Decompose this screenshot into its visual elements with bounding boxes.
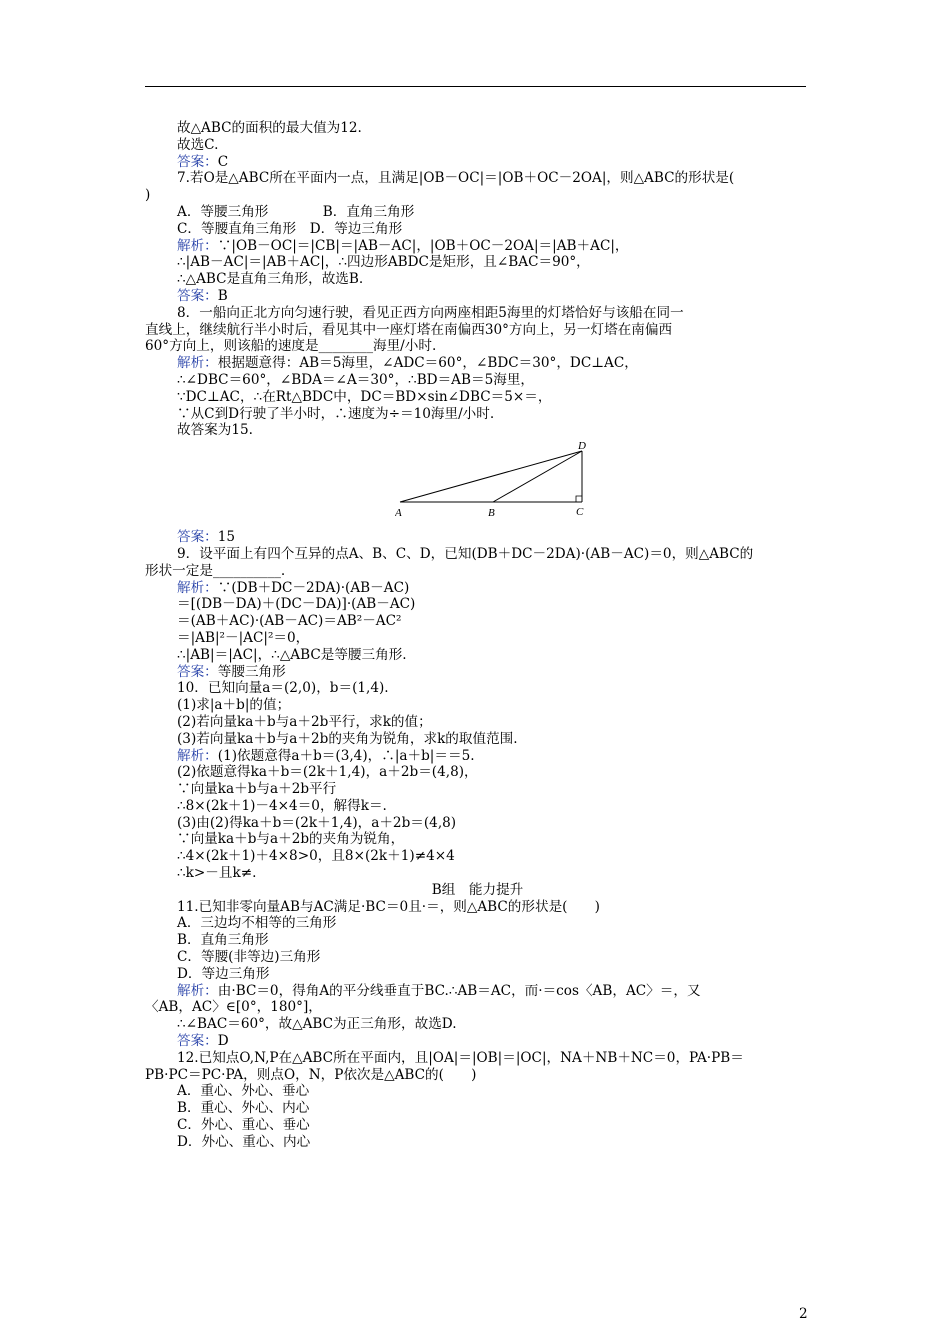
answer-label: 答案： [177, 153, 218, 170]
text-line: 形状一定是__________. [145, 562, 286, 579]
answer-label: 答案： [177, 529, 218, 546]
answer-label: 答案： [177, 1033, 218, 1050]
text-line: 9．设平面上有四个互异的点A、B、C、D，已知(DB＋DC－2DA)·(AB－AC)＝0，则△ABC的 [177, 545, 754, 562]
text-line [145, 1033, 810, 1050]
text-line: C．外心、重心、垂心 [177, 1117, 310, 1134]
text-line: 11.已知非零向量AB与AC满足·BC＝0且·＝，则△ABC的形状是( ) [177, 898, 600, 915]
text-line [145, 748, 810, 765]
text-line: ＝|AB|²－|AC|²＝0， [177, 629, 310, 646]
line-text: 根据题意得：AB＝5海里，∠ADC＝60°，∠BDC＝30°，DC⊥AC， [217, 355, 638, 372]
text-line: D．外心、重心、内心 [177, 1133, 311, 1150]
text-line: D．等边三角形 [177, 965, 270, 982]
answer-label: 答案： [177, 663, 218, 680]
line-ad [400, 451, 582, 502]
text-line: ∴|AB－AC|＝|AB＋AC|，∴四边形ABDC是矩形，且∠BAC＝90°， [177, 254, 590, 271]
text-line [145, 580, 810, 597]
text-line: (3)若向量ka＋b与a＋2b的夹角为锐角，求k的取值范围. [177, 730, 518, 747]
text-line: (1)求|a＋b|的值； [177, 697, 291, 714]
header-rule [145, 86, 806, 87]
text-line: ∵从C到D行驶了半小时，∴速度为÷＝10海里/小时. [177, 405, 495, 422]
text-line: ∵DC⊥AC，∴在Rt△BDC中，DC＝BD×sin∠DBC＝5×＝， [177, 388, 552, 405]
answer-label: 解析： [177, 747, 218, 764]
text-line: 10．已知向量a＝(2,0)，b＝(1,4). [177, 680, 389, 697]
line-text: B [217, 287, 228, 304]
triangle-diagram [395, 439, 595, 521]
text-line: ∴△ABC是直角三角形，故选B. [177, 271, 364, 288]
answer-label: 解析： [177, 355, 218, 372]
text-line: 60°方向上，则该船的速度是________海里/小时. [145, 338, 437, 355]
right-angle-mark [576, 496, 582, 502]
text-line: ∴|AB|＝|AC|，∴△ABC是等腰三角形. [177, 646, 407, 663]
text-line [145, 154, 810, 171]
text-line: 直线上，继续航行半小时后，看见其中一座灯塔在南偏西30°方向上，另一灯塔在南偏西 [145, 321, 673, 338]
text-line: A．等腰三角形 B．直角三角形 [177, 203, 415, 220]
line-text: 15 [217, 529, 236, 546]
line-text: C [217, 153, 229, 170]
text-line: ∵向量ka＋b与a＋2b平行 [177, 781, 337, 798]
text-line: ∴4×(2k＋1)＋4×8>0，且8×(2k＋1)≠4×4 [177, 848, 455, 865]
text-line: ∴8×(2k＋1)－4×4＝0，解得k＝. [177, 797, 387, 814]
label-b: B [488, 507, 495, 520]
text-line [145, 983, 810, 1000]
answer-label: 解析： [177, 579, 218, 596]
line-text: (1)依题意得a＋b＝(3,4)，∴|a＋b|＝＝5. [217, 747, 475, 764]
label-c: C [576, 506, 584, 519]
line-text: 等腰三角形 [217, 663, 286, 680]
text-line: (2)若向量ka＋b与a＋2b平行，求k的值； [177, 713, 432, 730]
text-line: B．重心、外心、内心 [177, 1100, 310, 1117]
text-line: B．直角三角形 [177, 932, 269, 949]
page-content [145, 120, 810, 1151]
text-line: 7.若O是△ABC所在平面内一点，且满足|OB－OC|＝|OB＋OC－2OA|，则△ABC的形状是( [177, 170, 735, 187]
text-line: 故选C. [177, 136, 219, 153]
line-text: ∵(DB＋DC－2DA)·(AB－AC) [217, 579, 410, 596]
text-line: C．等腰(非等边)三角形 [177, 949, 321, 966]
label-d: D [578, 440, 586, 453]
line-bd [493, 451, 582, 502]
line-text: ∵|OB－OC|＝|CB|＝|AB－AC|，|OB＋OC－2OA|＝|AB＋AC|， [217, 237, 629, 254]
line-text: D [217, 1033, 229, 1050]
text-line: (2)依题意得ka＋b＝(2k＋1,4)，a＋2b＝(4,8)， [177, 764, 478, 781]
text-line [145, 529, 810, 546]
text-block-a [145, 120, 810, 439]
text-line: 8．一船向正北方向匀速行驶，看见正西方向两座相距5海里的灯塔恰好与该船在同一 [177, 304, 684, 321]
text-line: 故答案为15. [177, 422, 253, 439]
page-number: 2 [799, 1306, 808, 1322]
label-a: A [395, 507, 402, 520]
text-line: 12.已知点O,N,P在△ABC所在平面内，且|OA|＝|OB|＝|OC|，NA＋NB＋NC＝0，PA·PB＝ [177, 1049, 744, 1066]
answer-label: 解析： [177, 237, 218, 254]
text-line [145, 664, 810, 681]
text-line: A．重心、外心、垂心 [177, 1083, 310, 1100]
text-line: ∴k>－且k≠. [177, 865, 257, 882]
text-line: ＝[(DB－DA)＋(DC－DA)]·(AB－AC) [177, 596, 416, 613]
text-line: PB·PC＝PC·PA，则点O，N，P依次是△ABC的( ) [145, 1066, 477, 1083]
text-line: (3)由(2)得ka＋b＝(2k＋1,4)，a＋2b＝(4,8) [177, 814, 457, 831]
text-block-b [145, 529, 810, 1150]
text-line: ) [145, 187, 151, 204]
line-text: 由·BC＝0，得角A的平分线垂直于BC.∴AB＝AC，而·＝cos〈AB，AC〉＝，又 [217, 982, 701, 999]
text-line: ∵向量ka＋b与a＋2b的夹角为锐角， [177, 831, 405, 848]
text-line [145, 238, 810, 255]
text-line: B组 能力提升 [431, 881, 524, 898]
triangle-figure [145, 439, 810, 529]
text-line: 〈AB，AC〉∈[0°，180°]， [145, 999, 322, 1016]
answer-label: 答案： [177, 287, 218, 304]
text-line: ＝(AB＋AC)·(AB－AC)＝AB²－AC² [177, 613, 402, 630]
text-line: 故△ABC的面积的最大值为12. [177, 120, 362, 136]
text-line: ∴∠DBC＝60°，∠BDA＝∠A＝30°，∴BD＝AB＝5海里， [177, 371, 535, 388]
text-line [145, 288, 810, 305]
text-line: ∴∠BAC＝60°，故△ABC为正三角形，故选D. [177, 1016, 457, 1033]
answer-label: 解析： [177, 982, 218, 999]
text-line: A．三边均不相等的三角形 [177, 915, 337, 932]
text-line: C．等腰直角三角形 D．等边三角形 [177, 220, 403, 237]
text-line [145, 355, 810, 372]
